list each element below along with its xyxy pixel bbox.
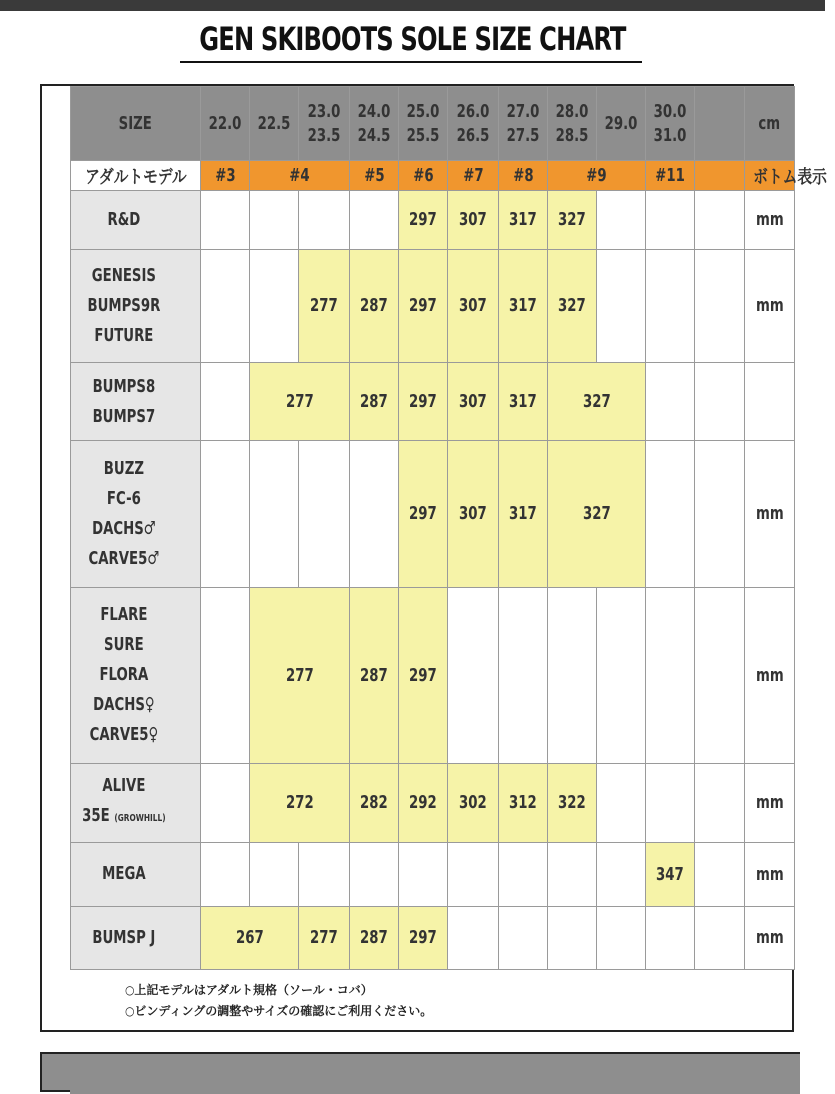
adult-model-label: アダルトモデル — [71, 161, 201, 191]
empty-cell — [695, 764, 745, 842]
model-name-cell: BUZZ FC-6 DACHS♂ CARVE5♂ — [71, 441, 201, 587]
sole-length-cell: 317 — [499, 191, 548, 249]
sole-length-cell: 292 — [399, 764, 448, 842]
sole-length-cell: 267 — [201, 906, 299, 969]
sole-length-cell: 297 — [399, 191, 448, 249]
sole-length-cell: 272 — [250, 764, 350, 842]
note-line: ○上記モデルはアダルト規格（ソール・コバ） — [125, 983, 373, 997]
chart-title: GEN SKIBOOTS SOLE SIZE CHART — [199, 20, 626, 58]
empty-cell — [399, 842, 448, 906]
note-line: ○ビンディングの調整やサイズの確認にご利用ください。 — [125, 1004, 433, 1018]
empty-cell — [201, 362, 250, 440]
empty-cell — [250, 191, 299, 249]
unit-mm: mm — [745, 906, 795, 969]
empty-cell — [499, 906, 548, 969]
adult-size-cell: #3 — [201, 161, 250, 191]
empty-cell — [597, 587, 646, 764]
model-row-alive — [71, 764, 795, 842]
empty-cell — [548, 587, 597, 764]
sole-length-cell: 287 — [350, 906, 399, 969]
size-chart-table — [70, 86, 827, 970]
sole-length-cell: 307 — [448, 249, 499, 362]
empty-cell — [250, 842, 299, 906]
empty-cell — [201, 587, 250, 764]
empty-cell — [350, 441, 399, 587]
unit-mm: mm — [745, 441, 795, 587]
sole-length-cell: 282 — [350, 764, 399, 842]
model-name-cell: MEGA — [71, 842, 201, 906]
model-name-cell: GENESIS BUMPS9R FUTURE — [71, 249, 201, 362]
top-bar — [0, 0, 825, 11]
adult-size-cell: #6 — [399, 161, 448, 191]
empty-cell — [695, 362, 745, 440]
empty-cell — [695, 587, 745, 764]
empty-cell — [597, 842, 646, 906]
empty-cell — [646, 441, 695, 587]
empty-cell — [350, 191, 399, 249]
sole-length-cell: 287 — [350, 362, 399, 440]
empty-cell — [250, 441, 299, 587]
empty-cell — [201, 441, 250, 587]
empty-cell — [646, 191, 695, 249]
model-name-cell: BUMSP J — [71, 906, 201, 969]
sole-length-cell: 277 — [299, 249, 350, 362]
sole-length-cell: 297 — [399, 441, 448, 587]
model-name-cell: ALIVE 35E (GROWHILL) — [71, 764, 201, 842]
model-name-cell: FLARE SURE FLORA DACHS♀ CARVE5♀ — [71, 587, 201, 764]
sole-length-cell: 297 — [399, 362, 448, 440]
empty-cell — [597, 249, 646, 362]
adult-size-cell: #11 — [646, 161, 695, 191]
sole-length-cell: 347 — [646, 842, 695, 906]
empty-cell — [548, 842, 597, 906]
adult-model-row — [71, 161, 795, 191]
empty-cell — [646, 906, 695, 969]
size-column-header — [695, 87, 745, 161]
model-name-cell: R&D — [71, 191, 201, 249]
empty-cell — [548, 906, 597, 969]
empty-cell — [646, 249, 695, 362]
sole-length-cell: 317 — [499, 249, 548, 362]
adult-size-cell: #8 — [499, 161, 548, 191]
size-column-header: 23.0 23.5 — [299, 87, 350, 161]
empty-cell — [695, 441, 745, 587]
empty-cell — [201, 191, 250, 249]
sole-length-cell: 327 — [548, 441, 646, 587]
sole-length-cell: 327 — [548, 191, 597, 249]
sole-length-cell: 287 — [350, 587, 399, 764]
empty-cell — [597, 191, 646, 249]
model-name-cell: BUMPS8 BUMPS7 — [71, 362, 201, 440]
empty-cell — [646, 764, 695, 842]
size-column-header: 25.0 25.5 — [399, 87, 448, 161]
empty-cell — [250, 249, 299, 362]
empty-cell — [448, 906, 499, 969]
sole-length-cell: 297 — [399, 587, 448, 764]
size-header-row — [71, 87, 795, 161]
notes — [70, 970, 794, 1032]
empty-cell — [201, 249, 250, 362]
empty-cell — [201, 842, 250, 906]
sole-length-cell: 312 — [499, 764, 548, 842]
empty-cell — [597, 906, 646, 969]
unit-mm: mm — [745, 587, 795, 764]
empty-cell — [695, 842, 745, 906]
sole-length-cell: 277 — [299, 906, 350, 969]
empty-cell — [499, 587, 548, 764]
sole-length-cell: 287 — [350, 249, 399, 362]
bottom-display-label: ボトム表示 — [745, 161, 795, 191]
sole-length-cell: 277 — [250, 362, 350, 440]
sole-length-cell: 277 — [250, 587, 350, 764]
empty-cell — [448, 842, 499, 906]
sole-length-cell: 297 — [399, 906, 448, 969]
empty-cell — [299, 191, 350, 249]
empty-cell — [695, 191, 745, 249]
sole-length-cell: 317 — [499, 362, 548, 440]
adult-size-cell — [695, 161, 745, 191]
size-column-header: 24.0 24.5 — [350, 87, 399, 161]
adult-size-cell: #7 — [448, 161, 499, 191]
empty-cell — [646, 587, 695, 764]
unit-cm-header: cm — [745, 87, 795, 161]
empty-cell — [448, 587, 499, 764]
unit-mm: mm — [745, 842, 795, 906]
size-column-header: 30.0 31.0 — [646, 87, 695, 161]
model-row-bumspj — [71, 906, 795, 969]
empty-cell — [597, 764, 646, 842]
empty-cell — [646, 362, 695, 440]
model-row-mega — [71, 842, 795, 906]
sole-length-cell: 327 — [548, 362, 646, 440]
empty-cell — [299, 441, 350, 587]
sole-length-cell: 307 — [448, 441, 499, 587]
size-header-label: SIZE — [71, 87, 201, 161]
empty-cell — [695, 249, 745, 362]
next-size-chart-partial — [40, 1052, 800, 1092]
empty-cell — [499, 842, 548, 906]
sole-length-cell: 297 — [399, 249, 448, 362]
sole-length-cell: 307 — [448, 191, 499, 249]
model-row-genesis — [71, 249, 795, 362]
sole-length-cell: 307 — [448, 362, 499, 440]
model-row-bumps8 — [71, 362, 795, 440]
sole-length-cell: 322 — [548, 764, 597, 842]
adult-size-cell: #9 — [548, 161, 646, 191]
size-column-header: 29.0 — [597, 87, 646, 161]
next-chart-header-bar — [70, 1054, 800, 1094]
sole-length-cell: 327 — [548, 249, 597, 362]
model-row-buzz — [71, 441, 795, 587]
empty-cell — [299, 842, 350, 906]
unit-mm: mm — [745, 191, 795, 249]
size-column-header: 27.0 27.5 — [499, 87, 548, 161]
empty-cell — [350, 842, 399, 906]
unit-mm — [745, 362, 795, 440]
frame-margin — [42, 86, 70, 1030]
adult-size-cell: #5 — [350, 161, 399, 191]
size-column-header: 28.0 28.5 — [548, 87, 597, 161]
adult-size-cell: #4 — [250, 161, 350, 191]
title-underline — [180, 61, 642, 63]
unit-mm: mm — [745, 764, 795, 842]
unit-mm: mm — [745, 249, 795, 362]
size-column-header: 22.0 — [201, 87, 250, 161]
model-row-flare — [71, 587, 795, 764]
size-column-header: 26.0 26.5 — [448, 87, 499, 161]
size-column-header: 22.5 — [250, 87, 299, 161]
model-row-rd — [71, 191, 795, 249]
sole-length-cell: 302 — [448, 764, 499, 842]
empty-cell — [695, 906, 745, 969]
empty-cell — [201, 764, 250, 842]
sole-length-cell: 317 — [499, 441, 548, 587]
